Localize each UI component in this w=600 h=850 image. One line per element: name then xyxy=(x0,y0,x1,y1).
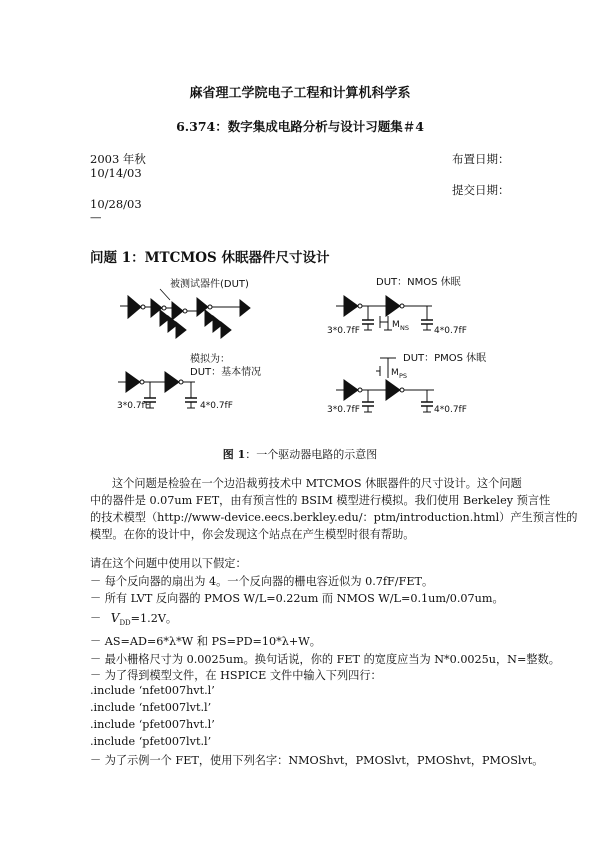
mps-subscript: PS xyxy=(399,372,408,380)
intro-line: 这个问题是检验在一个边沿裁剪技术中 MTCMOS 休眠器件的尺寸设计。这个问题 xyxy=(112,477,522,490)
due-date: 10/28/03 xyxy=(90,197,142,211)
nmos-cap-large-label: 4*0.7fF xyxy=(434,326,467,336)
vdd-subscript: DD xyxy=(119,619,131,628)
intro-line: 模型。在你的设计中，你会发现这个站点在产生模型时很有帮助。 xyxy=(90,528,415,541)
assumption-naming: － 为了示例一个 FET，使用下列名字：NMOShvt，PMOSlvt，PMOShvt，PMOSlvt。 xyxy=(90,754,544,767)
vdd-value: =1.2V。 xyxy=(130,612,178,625)
driver-circuit-figure xyxy=(0,268,600,438)
intro-line: 中的器件是 0.07um FET，由有预言性的 BSIM 模型进行模拟。我们使用 Berkeley 预言性 xyxy=(90,494,551,507)
document-title: 6.374：数字集成电路分析与设计习题集＃4 xyxy=(176,119,424,134)
due-date-label: 提交日期： xyxy=(452,183,510,197)
mns-label: M xyxy=(392,320,400,330)
pmos-sleep-schematic xyxy=(336,358,434,412)
dut-inverter-chain xyxy=(120,289,250,338)
model-as-label: 模拟为： xyxy=(190,354,230,365)
dut-label: 被测试器件(DUT) xyxy=(170,279,249,290)
figure-caption xyxy=(0,446,600,462)
basic-cap-small-label: 3*0.7fF xyxy=(117,401,150,411)
vdd-symbol: V xyxy=(110,611,120,625)
assumption-vdd xyxy=(90,610,177,627)
department-heading: 麻省理工学院电子工程和计算机科学系 xyxy=(189,86,411,101)
include-line: .include ‘nfet007hvt.l’ xyxy=(90,684,215,697)
basic-case-label: DUT：基本情况 xyxy=(190,367,262,378)
assumption-fanout: － 每个反向器的扇出为 4。一个反向器的栅电容近似为 0.7fF/FET。 xyxy=(90,575,434,588)
nmos-sleep-schematic xyxy=(336,296,433,330)
figure-caption-number: 图 1 xyxy=(222,448,246,461)
pmos-cap-large-label: 4*0.7fF xyxy=(434,405,467,415)
mps-label: M xyxy=(391,368,399,378)
intro-paragraph xyxy=(90,475,578,543)
issue-date: 10/14/03 xyxy=(90,166,142,180)
pmos-sleep-label: DUT：PMOS 休眠 xyxy=(403,353,487,364)
problem-1-title: 问题 1：MTCMOS 休眠器件尺寸设计 xyxy=(90,250,330,266)
assumption-grid: － 最小栅格尺寸为 0.0025um。换句话说，你的 FET 的宽度应当为 N*0.0025u，N=整数。 xyxy=(90,653,560,666)
term-label: 2003 年秋 xyxy=(90,152,146,166)
assumptions-heading: 请在这个问题中使用以下假定： xyxy=(90,557,247,570)
vdd-dash: － xyxy=(90,612,102,625)
mns-subscript: NS xyxy=(400,324,409,332)
nmos-sleep-label: DUT：NMOS 休眠 xyxy=(376,277,461,288)
assumption-area: － AS=AD=6*λ*W 和 PS=PD=10*λ+W。 xyxy=(90,635,321,648)
include-line: .include ‘nfet007lvt.l’ xyxy=(90,701,212,714)
basic-cap-large-label: 4*0.7fF xyxy=(200,401,233,411)
assumption-models: － 为了得到模型文件，在 HSPICE 文件中输入下列四行： xyxy=(90,669,382,682)
figure-caption-text: ：一个驱动器电路的示意图 xyxy=(245,448,378,461)
include-line: .include ‘pfet007lvt.l’ xyxy=(90,735,212,748)
assumption-lvt: － 所有 LVT 反向器的 PMOS W/L=0.22um 而 NMOS W/L=0.1um/0.07um。 xyxy=(90,592,504,605)
issue-date-label: 布置日期： xyxy=(452,152,510,166)
pmos-cap-small-label: 3*0.7fF xyxy=(327,405,360,415)
nmos-cap-small-label: 3*0.7fF xyxy=(327,326,360,336)
intro-line: 的技术模型（http://www-device.eecs.berkley.edu/：ptm/introduction.html）产生预言性的 xyxy=(90,511,578,524)
meta-dash: — xyxy=(90,210,102,224)
include-line: .include ‘pfet007hvt.l’ xyxy=(90,718,215,731)
